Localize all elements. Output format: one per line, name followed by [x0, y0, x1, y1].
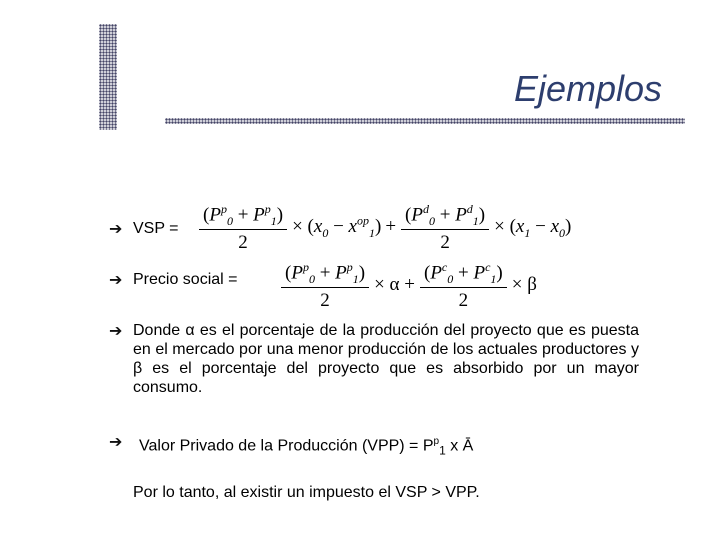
- beta-symbol: β: [133, 360, 143, 377]
- vsp-fraction-1: $\frac{(P^p_0 + P^p_1)}{2}$: [199, 202, 287, 254]
- precio-fraction-1: $\frac{(P^p_0 + P^p_1)}{2}$: [281, 260, 369, 312]
- precio-social-label: Precio social =: [133, 271, 238, 288]
- vpp-line: Valor Privado de la Producción $(VPP) = P^p_1$ x Ā: [139, 436, 474, 458]
- precio-social-formula: $\frac{(P^p_0 + P^p_1)}{2}$ × α + $\frac{(P^c_0 + P^c_1)}{2}$ × β: [278, 260, 539, 312]
- slide-title: Ejemplos: [513, 68, 662, 109]
- alpha-symbol: α: [185, 322, 195, 339]
- vsp-label: VSP =: [133, 220, 179, 237]
- bullet-arrow-icon: ➔: [109, 219, 123, 238]
- vsp-fraction-2: $\frac{(P^d_0 + P^d_1)}{2}$: [401, 202, 489, 254]
- conclusion-text: Por lo tanto, al existir un impuesto el VSP > VPP.: [133, 484, 480, 501]
- bullet-arrow-icon: ➔: [109, 432, 123, 451]
- horizontal-dotted-rule: [165, 118, 685, 124]
- donde-paragraph: Donde α es el porcentaje de la producción del proyecto que es puesta en el mercado por una menor producción de los actuales productores y β es el porcentaje del proyecto que es absorbido por un mayor consumo.: [133, 322, 640, 396]
- vertical-dotted-rule: [99, 24, 117, 130]
- bullet-arrow-icon: ➔: [109, 270, 123, 289]
- bullet-arrow-icon: ➔: [109, 321, 123, 340]
- vsp-formula: $\frac{(P^p_0 + P^p_1)}{2}$ × $(x_0 - x^{op}_1)$ + $\frac{(P^d_0 + P^d_1)}{2}$ × $(x_1 - x_0)$: [196, 202, 573, 254]
- precio-fraction-2: $\frac{(P^c_0 + P^c_1)}{2}$: [420, 260, 507, 312]
